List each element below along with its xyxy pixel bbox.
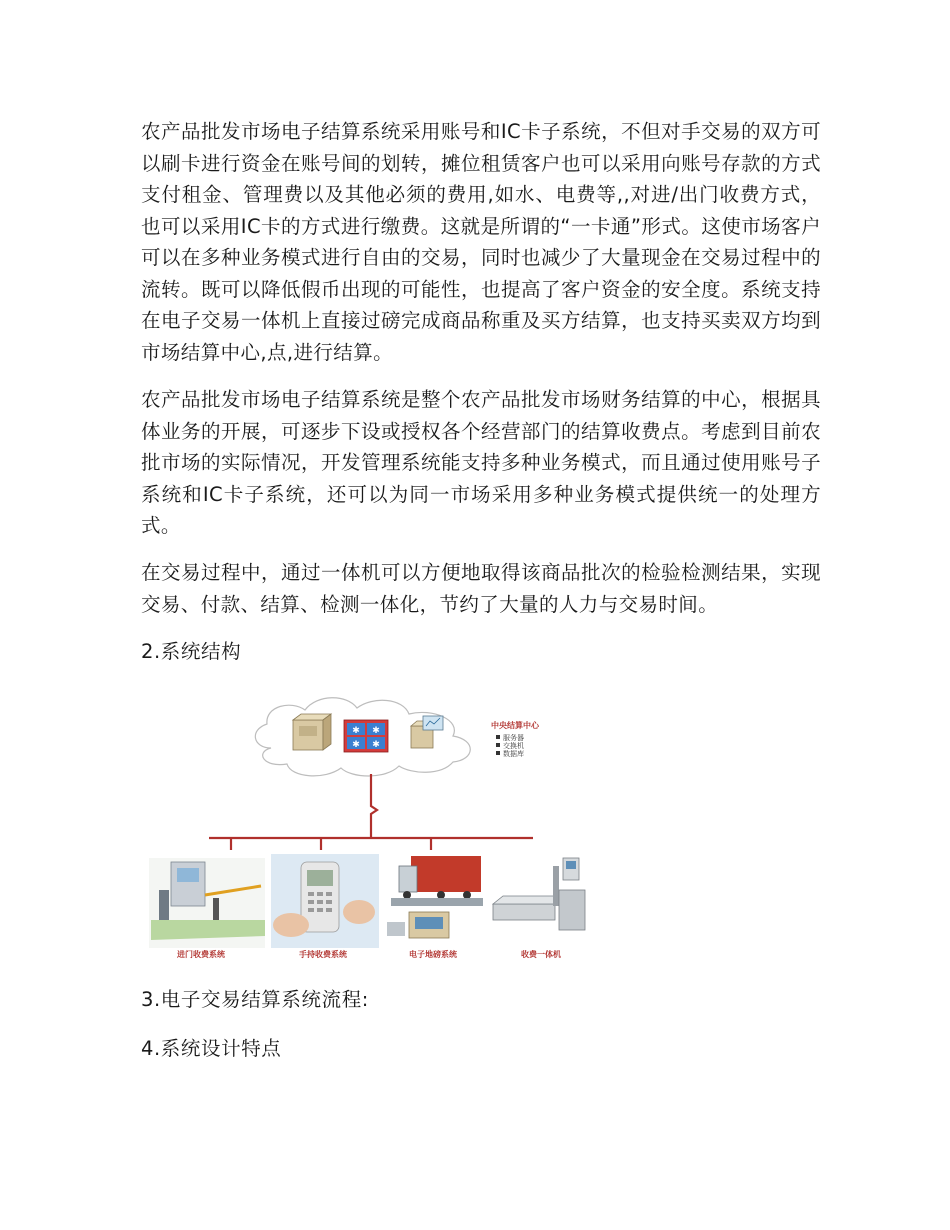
network-line bbox=[209, 774, 533, 850]
section-heading-flow: 3.电子交易结算系统流程: bbox=[141, 988, 369, 1011]
gate-system-image bbox=[149, 858, 265, 948]
section-heading-features: 4.系统设计特点 bbox=[141, 1037, 282, 1060]
server-icon bbox=[293, 714, 331, 750]
paragraph-3: 在交易过程中，通过一体机可以方便地取得该商品批次的检验检测结果，实现交易、付款、结算、检测一体化，节约了大量的人力与交易时间。 bbox=[141, 561, 821, 616]
paragraph-2: 农产品批发市场电子结算系统是整个农产品批发市场财务结算的中心，根据具体业务的开展，可逐步下设或授权各个经营部门的结算收费点。考虑到目前农批市场的实际情况，开发管理系统能支持多种业务模式，而且通过使用账号子系统和IC卡子系统，还可以为同一市场采用多种业务模式提供统一的处理方式。 bbox=[141, 388, 821, 537]
cashier-machine-image bbox=[491, 854, 595, 948]
weighbridge-system-label: 电子地磅系统 bbox=[409, 950, 457, 959]
section-heading-structure: 2.系统结构 bbox=[141, 640, 242, 663]
handheld-system-image bbox=[271, 854, 379, 948]
svg-text:✱: ✱ bbox=[372, 726, 380, 736]
svg-text:✱: ✱ bbox=[352, 740, 360, 750]
svg-text:✱: ✱ bbox=[352, 726, 360, 736]
weighbridge-system-image bbox=[385, 854, 485, 948]
center-item: 交换机 bbox=[503, 742, 524, 750]
center-item: 数据库 bbox=[503, 750, 524, 758]
handheld-system-label: 手持收费系统 bbox=[299, 950, 347, 959]
paragraph-1: 农产品批发市场电子结算系统采用账号和IC卡子系统，不但对手交易的双方可以刷卡进行资金在账号间的划转，摊位租赁客户也可以采用向账号存款的方式支付租金、管理费以及其他必须的费用,如水、电费等,,对进/出门收费方式，也可以采用IC卡的方式进行缴费。这就是所谓的“一卡通”形式。这使市场客户可以在多种业务模式进行自由的交易，同时也减少了大量现金在交易过程中的流转。既可以降低假币出现的可能性，也提高了客户资金的安全度。系统支持在电子交易一体机上直接过磅完成商品称重及买方结算，也支持买卖双方均到市场结算中心,点,进行结算。 bbox=[141, 120, 821, 364]
gate-system-label: 进门收费系统 bbox=[177, 950, 225, 959]
svg-text:✱: ✱ bbox=[372, 740, 380, 750]
cashier-machine-label: 收费一体机 bbox=[521, 950, 561, 959]
center-title: 中央结算中心 bbox=[491, 721, 539, 730]
center-item: 服务器 bbox=[503, 734, 524, 742]
switch-icon bbox=[344, 720, 388, 752]
system-structure-diagram bbox=[141, 690, 611, 965]
